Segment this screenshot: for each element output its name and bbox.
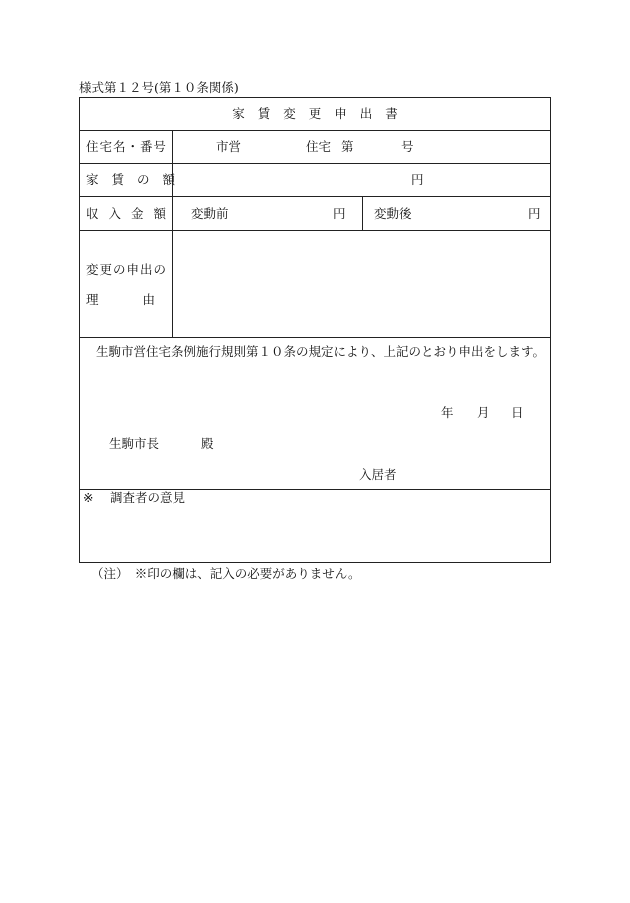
- label-char: 号: [153, 139, 166, 154]
- go-word: 号: [401, 139, 414, 154]
- date-day: 日: [511, 405, 524, 420]
- reason-label-line1: 変更の申出の: [86, 262, 168, 277]
- dono-honorific: 殿: [201, 436, 214, 451]
- investigator-opinion-label: 調査者の意見: [110, 490, 186, 505]
- reason-label-line2: 理由: [86, 292, 200, 307]
- jutaku-word: 住宅: [306, 139, 332, 154]
- rent-yen: 円: [411, 172, 424, 187]
- label-char: 名: [112, 139, 126, 154]
- residence-label: [86, 141, 166, 154]
- form-number-label: 様式第１２号(第１０条関係): [79, 80, 239, 95]
- row-divider-reason: [79, 337, 551, 338]
- income-column-divider: [362, 196, 363, 230]
- label-char: 住: [86, 139, 99, 154]
- after-yen: 円: [528, 206, 541, 221]
- row-divider-income: [79, 230, 551, 231]
- label-char: ・: [126, 139, 139, 154]
- title-divider: [79, 130, 551, 131]
- rent-label: 家賃の額: [86, 172, 189, 187]
- income-label: 収入金額: [86, 206, 177, 221]
- reference-mark: ※: [83, 490, 94, 505]
- row-divider-residence: [79, 163, 551, 164]
- label-char: 宅: [99, 139, 112, 154]
- date-year: 年: [441, 405, 454, 420]
- after-label: 変動後: [374, 206, 412, 221]
- footnote: （注） ※印の欄は、記入の必要がありません。: [91, 566, 361, 581]
- mayor-addressee: 生駒市長: [109, 436, 160, 451]
- declaration-text: 生駒市営住宅条例施行規則第１０条の規定により、上記のとおり申出をします。: [96, 344, 546, 359]
- dai-word: 第: [341, 139, 354, 154]
- before-yen: 円: [333, 206, 346, 221]
- before-label: 変動前: [191, 206, 229, 221]
- form-title: 家賃変更申出書: [232, 106, 411, 121]
- city-word: 市営: [216, 139, 242, 154]
- date-month: 月: [477, 405, 490, 420]
- row-divider-rent: [79, 196, 551, 197]
- label-char: 番: [139, 139, 153, 154]
- resident-label: 入居者: [359, 467, 397, 482]
